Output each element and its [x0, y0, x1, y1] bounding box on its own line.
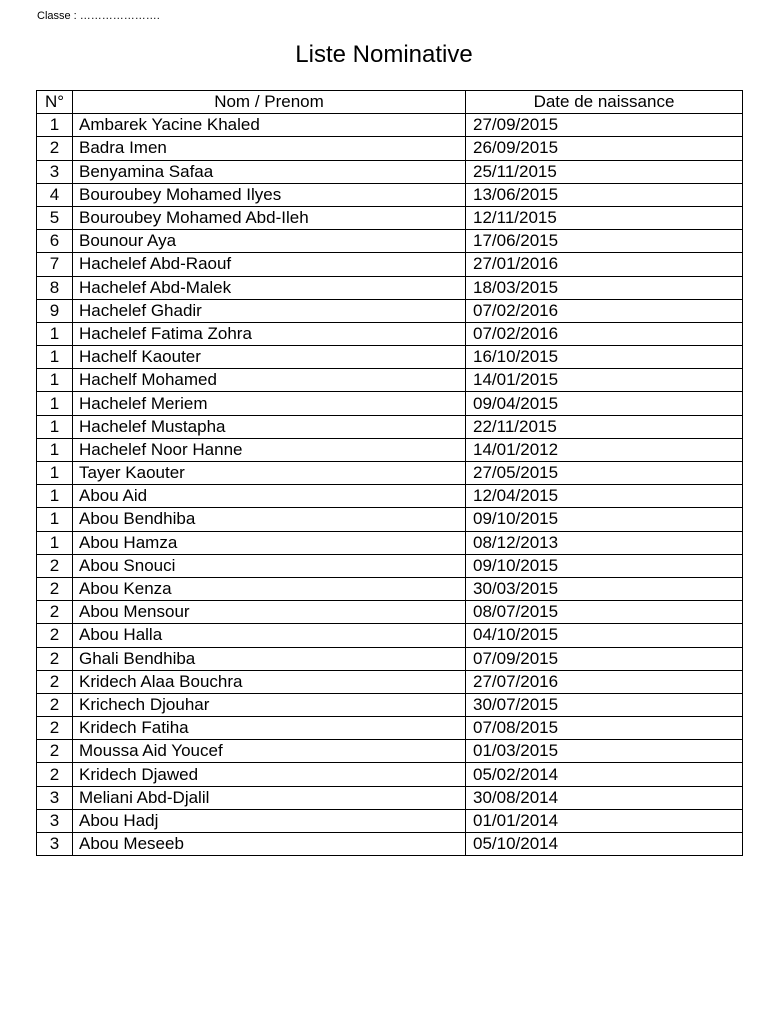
birth-date: 27/07/2016	[466, 670, 743, 693]
student-name: Abou Hadj	[73, 809, 466, 832]
birth-date: 04/10/2015	[466, 624, 743, 647]
student-name: Hachelf Mohamed	[73, 369, 466, 392]
row-number: 2	[37, 740, 73, 763]
student-name: Hachelef Ghadir	[73, 299, 466, 322]
row-number: 1	[37, 462, 73, 485]
student-name: Hachelef Meriem	[73, 392, 466, 415]
table-row	[37, 276, 743, 299]
row-number: 9	[37, 299, 73, 322]
table-row	[37, 647, 743, 670]
row-number: 2	[37, 647, 73, 670]
row-number: 1	[37, 485, 73, 508]
row-number: 8	[37, 276, 73, 299]
student-name: Kridech Djawed	[73, 763, 466, 786]
row-number: 3	[37, 786, 73, 809]
birth-date: 01/03/2015	[466, 740, 743, 763]
table-row	[37, 531, 743, 554]
row-number: 3	[37, 833, 73, 856]
birth-date: 05/10/2014	[466, 833, 743, 856]
row-number: 1	[37, 114, 73, 137]
column-header-name: Nom / Prenom	[73, 91, 466, 114]
student-name: Ghali Bendhiba	[73, 647, 466, 670]
row-number: 2	[37, 577, 73, 600]
column-header-birthdate: Date de naissance	[466, 91, 743, 114]
student-name: Bouroubey Mohamed Ilyes	[73, 183, 466, 206]
birth-date: 07/09/2015	[466, 647, 743, 670]
birth-date: 09/10/2015	[466, 508, 743, 531]
table-row	[37, 322, 743, 345]
birth-date: 07/02/2016	[466, 299, 743, 322]
table-row	[37, 577, 743, 600]
student-name: Kridech Fatiha	[73, 717, 466, 740]
row-number: 1	[37, 415, 73, 438]
table-row	[37, 183, 743, 206]
row-number: 2	[37, 137, 73, 160]
birth-date: 30/03/2015	[466, 577, 743, 600]
table-row	[37, 786, 743, 809]
student-name: Kridech Alaa Bouchra	[73, 670, 466, 693]
student-name: Abou Kenza	[73, 577, 466, 600]
row-number: 2	[37, 624, 73, 647]
row-number: 1	[37, 369, 73, 392]
birth-date: 05/02/2014	[466, 763, 743, 786]
student-name: Hachelf Kaouter	[73, 346, 466, 369]
table-row	[37, 833, 743, 856]
student-name: Tayer Kaouter	[73, 462, 466, 485]
page-title: Liste Nominative	[295, 41, 473, 68]
student-name: Badra Imen	[73, 137, 466, 160]
table-row	[37, 299, 743, 322]
student-name: Bouroubey Mohamed Abd-Ileh	[73, 206, 466, 229]
table-row	[37, 624, 743, 647]
row-number: 1	[37, 322, 73, 345]
birth-date: 07/02/2016	[466, 322, 743, 345]
row-number: 1	[37, 346, 73, 369]
birth-date: 01/01/2014	[466, 809, 743, 832]
row-number: 2	[37, 554, 73, 577]
birth-date: 30/07/2015	[466, 693, 743, 716]
table-row	[37, 392, 743, 415]
table-row	[37, 763, 743, 786]
row-number: 1	[37, 438, 73, 461]
row-number: 1	[37, 508, 73, 531]
row-number: 2	[37, 693, 73, 716]
student-name: Abou Meseeb	[73, 833, 466, 856]
row-number: 5	[37, 206, 73, 229]
table-row	[37, 438, 743, 461]
birth-date: 27/09/2015	[466, 114, 743, 137]
row-number: 2	[37, 763, 73, 786]
student-name: Hachelef Fatima Zohra	[73, 322, 466, 345]
table-row	[37, 717, 743, 740]
student-name: Abou Halla	[73, 624, 466, 647]
table-row	[37, 693, 743, 716]
row-number: 2	[37, 601, 73, 624]
table-row	[37, 809, 743, 832]
student-name: Abou Aid	[73, 485, 466, 508]
student-name: Hachelef Abd-Raouf	[73, 253, 466, 276]
birth-date: 08/12/2013	[466, 531, 743, 554]
table-row	[37, 462, 743, 485]
table-row	[37, 137, 743, 160]
row-number: 7	[37, 253, 73, 276]
birth-date: 14/01/2015	[466, 369, 743, 392]
student-name: Moussa Aid Youcef	[73, 740, 466, 763]
student-name: Hachelef Mustapha	[73, 415, 466, 438]
student-list-table	[36, 90, 743, 856]
student-name: Krichech Djouhar	[73, 693, 466, 716]
birth-date: 08/07/2015	[466, 601, 743, 624]
table-row	[37, 346, 743, 369]
student-name: Ambarek Yacine Khaled	[73, 114, 466, 137]
table-row	[37, 670, 743, 693]
row-number: 1	[37, 531, 73, 554]
birth-date: 27/01/2016	[466, 253, 743, 276]
table-row	[37, 554, 743, 577]
student-name: Abou Snouci	[73, 554, 466, 577]
table-row	[37, 230, 743, 253]
birth-date: 30/08/2014	[466, 786, 743, 809]
birth-date: 18/03/2015	[466, 276, 743, 299]
birth-date: 26/09/2015	[466, 137, 743, 160]
table-row	[37, 160, 743, 183]
column-header-number: N°	[37, 91, 73, 114]
table-header-row	[37, 91, 743, 114]
table-row	[37, 253, 743, 276]
student-name: Meliani Abd-Djalil	[73, 786, 466, 809]
birth-date: 16/10/2015	[466, 346, 743, 369]
table-row	[37, 369, 743, 392]
table-body	[37, 114, 743, 856]
row-number: 2	[37, 717, 73, 740]
birth-date: 12/04/2015	[466, 485, 743, 508]
birth-date: 27/05/2015	[466, 462, 743, 485]
student-name: Hachelef Abd-Malek	[73, 276, 466, 299]
row-number: 4	[37, 183, 73, 206]
birth-date: 14/01/2012	[466, 438, 743, 461]
table-row	[37, 740, 743, 763]
birth-date: 25/11/2015	[466, 160, 743, 183]
table-row	[37, 206, 743, 229]
birth-date: 09/04/2015	[466, 392, 743, 415]
row-number: 6	[37, 230, 73, 253]
row-number: 1	[37, 392, 73, 415]
table-row	[37, 415, 743, 438]
birth-date: 13/06/2015	[466, 183, 743, 206]
student-name: Hachelef Noor Hanne	[73, 438, 466, 461]
table-row	[37, 601, 743, 624]
row-number: 2	[37, 670, 73, 693]
birth-date: 12/11/2015	[466, 206, 743, 229]
student-name: Abou Hamza	[73, 531, 466, 554]
birth-date: 07/08/2015	[466, 717, 743, 740]
birth-date: 09/10/2015	[466, 554, 743, 577]
birth-date: 22/11/2015	[466, 415, 743, 438]
table-row	[37, 508, 743, 531]
student-name: Benyamina Safaa	[73, 160, 466, 183]
table-row	[37, 114, 743, 137]
student-name: Bounour Aya	[73, 230, 466, 253]
student-name: Abou Bendhiba	[73, 508, 466, 531]
student-name: Abou Mensour	[73, 601, 466, 624]
classe-label: Classe : ………………….	[37, 10, 160, 22]
row-number: 3	[37, 160, 73, 183]
row-number: 3	[37, 809, 73, 832]
birth-date: 17/06/2015	[466, 230, 743, 253]
table-row	[37, 485, 743, 508]
